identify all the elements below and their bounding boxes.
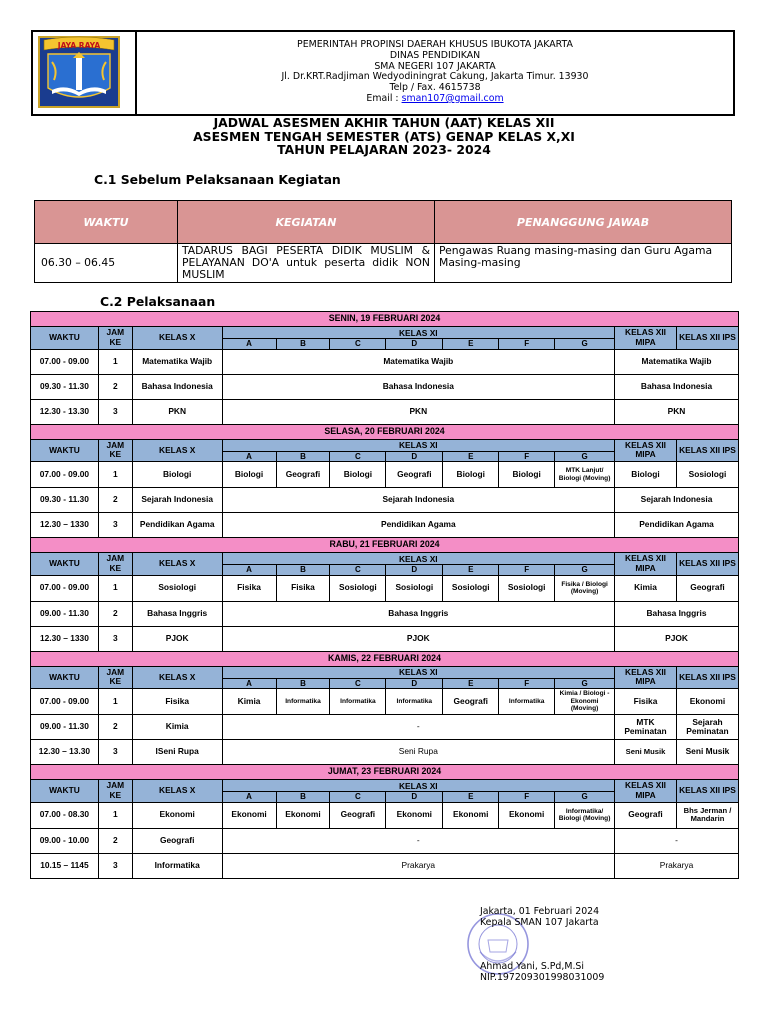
class-header: B (276, 339, 330, 350)
document-titles (0, 116, 768, 157)
cell-jam: 2 (98, 488, 132, 513)
cell-kelas-xii: - (615, 828, 739, 853)
day-title: JUMAT, 23 FEBRUARI 2024 (31, 765, 739, 780)
title-line: ASESMEN TENGAH SEMESTER (ATS) GENAP KELAS X,XI (193, 128, 575, 144)
cell-kelas-xi: MTK Lanjut/ Biologi (Moving) (555, 462, 615, 488)
class-header: F (499, 792, 555, 803)
cell-kelas-xi: PKN (222, 399, 614, 424)
cell-waktu: 06.30 – 06.45 (35, 244, 178, 283)
class-header: A (222, 678, 276, 689)
cell-kelas-xi: Ekonomi (443, 802, 499, 828)
header-kelas-xii-mipa: KELAS XII MIPA (615, 327, 677, 350)
cell-jam: 1 (98, 349, 132, 374)
cell-waktu: 12.30 – 1330 (31, 626, 99, 651)
schedule-row (31, 853, 739, 878)
cell-kelas-xii-ips: Ekonomi (676, 689, 738, 715)
header-kelas-x: KELAS X (132, 780, 222, 803)
header-row (31, 439, 739, 451)
schedule-row (31, 689, 739, 715)
col-penanggung: PENANGGUNG JAWAB (435, 201, 732, 244)
cell-kelas-x: Biologi (132, 462, 222, 488)
cell-kelas-xi: Ekonomi (386, 802, 443, 828)
schedule-row (31, 575, 739, 601)
agency-line: SMA NEGERI 107 JAKARTA (374, 60, 496, 72)
class-header: F (499, 565, 555, 576)
header-kelas-x: KELAS X (132, 666, 222, 689)
cell-kelas-x: Sosiologi (132, 575, 222, 601)
jakarta-crest-logo (38, 36, 120, 108)
schedule-row (31, 802, 739, 828)
cell-kelas-xii-mipa: Kimia (615, 575, 677, 601)
class-header: C (330, 792, 386, 803)
schedule-row (31, 488, 739, 513)
class-header: A (222, 339, 276, 350)
cell-kelas-xi: Geografi (443, 689, 499, 715)
title-line: JADWAL ASESMEN AKHIR TAHUN (AAT) KELAS XII (213, 115, 555, 130)
day-title: RABU, 21 FEBRUARI 2024 (31, 538, 739, 553)
header-waktu: WAKTU (31, 666, 99, 689)
cell-waktu: 12.30 - 13.30 (31, 399, 99, 424)
day-row (31, 651, 739, 666)
header-kelas-xii-mipa: KELAS XII MIPA (615, 439, 677, 462)
cell-kelas-xi: Sejarah Indonesia (222, 488, 614, 513)
cell-kelas-xii-mipa: Geografi (615, 802, 677, 828)
class-header: E (443, 565, 499, 576)
header-kelas-x: KELAS X (132, 439, 222, 462)
schedule-row (31, 626, 739, 651)
cell-jam: 3 (98, 853, 132, 878)
cell-kelas-xi: Informatika/ Biologi (Moving) (555, 802, 615, 828)
cell-jam: 1 (98, 575, 132, 601)
agency-line: Telp / Fax. 4615738 (389, 82, 481, 94)
cell-kelas-x: Informatika (132, 853, 222, 878)
schedule-row (31, 715, 739, 740)
class-header: B (276, 678, 330, 689)
cell-kelas-xi: Sosiologi (330, 575, 386, 601)
cell-kelas-xi: Geografi (276, 462, 330, 488)
cell-kelas-xi: Pendidikan Agama (222, 513, 614, 538)
agency-line: PEMERINTAH PROPINSI DAERAH KHUSUS IBUKOTA JAKARTA (297, 39, 573, 50)
pre-activity-table (34, 200, 732, 283)
schedule-row (31, 349, 739, 374)
day-row (31, 538, 739, 553)
cell-kelas-xi: Seni Rupa (222, 740, 614, 765)
cell-kelas-xi: Informatika (386, 689, 443, 715)
header-waktu: WAKTU (31, 439, 99, 462)
header-kelas-xii-mipa: KELAS XII MIPA (615, 553, 677, 576)
cell-kelas-x: Sejarah Indonesia (132, 488, 222, 513)
cell-kelas-xi: Ekonomi (499, 802, 555, 828)
title-line: TAHUN PELAJARAN 2023- 2024 (277, 142, 491, 158)
class-header: C (330, 451, 386, 462)
cell-kelas-xii: Pendidikan Agama (615, 513, 739, 538)
cell-kelas-xi: Informatika (499, 689, 555, 715)
cell-kelas-xi: Fisika / Biologi (Moving) (555, 575, 615, 601)
day-row (31, 424, 739, 439)
cell-waktu: 07.00 - 09.00 (31, 462, 99, 488)
class-header: C (330, 678, 386, 689)
cell-kelas-xii-mipa: Seni Musik (615, 740, 677, 765)
logo-cell (33, 32, 137, 114)
cell-kelas-x: PKN (132, 399, 222, 424)
header-jam: JAM KE (98, 439, 132, 462)
cell-kelas-xi: Bahasa Inggris (222, 601, 614, 626)
header-kelas-x: KELAS X (132, 327, 222, 350)
class-header: F (499, 678, 555, 689)
cell-kelas-xi: Biologi (330, 462, 386, 488)
cell-kelas-xi: Matematika Wajib (222, 349, 614, 374)
header-row (31, 780, 739, 792)
cell-jam: 1 (98, 462, 132, 488)
class-header: E (443, 451, 499, 462)
cell-kelas-xii: PJOK (615, 626, 739, 651)
cell-jam: 3 (98, 399, 132, 424)
section-c2-heading: C.2 Pelaksanaan (100, 294, 216, 309)
cell-kelas-x: Fisika (132, 689, 222, 715)
cell-jam: 1 (98, 802, 132, 828)
cell-kegiatan: TADARUS BAGI PESERTA DIDIK MUSLIM & PELAYANAN DO'A untuk peserta didik NON MUSLIM (178, 244, 435, 283)
cell-kelas-xii: PKN (615, 399, 739, 424)
header-kelas-xi: KELAS XI (222, 327, 614, 339)
schedule-row (31, 399, 739, 424)
class-header: A (222, 451, 276, 462)
header-jam: JAM KE (98, 666, 132, 689)
header-row (31, 327, 739, 339)
cell-kelas-xi: Sosiologi (443, 575, 499, 601)
cell-kelas-xi: - (222, 828, 614, 853)
agency-block (137, 40, 733, 105)
cell-jam: 3 (98, 626, 132, 651)
header-kelas-xi: KELAS XI (222, 666, 614, 678)
cell-kelas-xii-mipa: Biologi (615, 462, 677, 488)
class-header: D (386, 792, 443, 803)
email-link[interactable]: sman107@gmail.com (401, 92, 504, 104)
header-jam: JAM KE (98, 780, 132, 803)
class-header: G (555, 451, 615, 462)
signer-name: Ahmad Yani, S.Pd,M.Si (480, 961, 584, 972)
cell-jam: 3 (98, 513, 132, 538)
cell-waktu: 09.00 - 10.00 (31, 828, 99, 853)
cell-kelas-xii-ips: Bhs Jerman / Mandarin (676, 802, 738, 828)
header-kelas-xii-ips: KELAS XII IPS (676, 327, 738, 350)
header-jam: JAM KE (98, 553, 132, 576)
cell-kelas-xi: Kimia / Biologi - Ekonomi (Moving) (555, 689, 615, 715)
header-kelas-xi: KELAS XI (222, 553, 614, 565)
cell-kelas-xii: Matematika Wajib (615, 349, 739, 374)
cell-kelas-x: Kimia (132, 715, 222, 740)
schedule-row (31, 374, 739, 399)
cell-kelas-x: Pendidikan Agama (132, 513, 222, 538)
cell-kelas-xii-mipa: Fisika (615, 689, 677, 715)
cell-kelas-x: Geografi (132, 828, 222, 853)
cell-kelas-xi: Biologi (443, 462, 499, 488)
schedule-row (31, 462, 739, 488)
cell-kelas-xi: Kimia (222, 689, 276, 715)
cell-kelas-xi: Fisika (276, 575, 330, 601)
letterhead (31, 30, 735, 116)
header-jam: JAM KE (98, 327, 132, 350)
cell-kelas-xii: Bahasa Inggris (615, 601, 739, 626)
col-kegiatan: KEGIATAN (178, 201, 435, 244)
cell-kelas-x: Ekonomi (132, 802, 222, 828)
cell-penanggung: Pengawas Ruang masing-masing dan Guru Agama Masing-masing (435, 244, 732, 283)
class-header: C (330, 339, 386, 350)
class-header: A (222, 565, 276, 576)
class-header: A (222, 792, 276, 803)
header-waktu: WAKTU (31, 327, 99, 350)
class-header: G (555, 792, 615, 803)
class-header: F (499, 451, 555, 462)
header-waktu: WAKTU (31, 553, 99, 576)
day-row (31, 765, 739, 780)
class-header: B (276, 565, 330, 576)
class-header: C (330, 565, 386, 576)
cell-kelas-xii-ips: Geografi (676, 575, 738, 601)
header-kelas-xii-ips: KELAS XII IPS (676, 666, 738, 689)
cell-kelas-xi: Ekonomi (222, 802, 276, 828)
header-kelas-xii-ips: KELAS XII IPS (676, 439, 738, 462)
cell-kelas-xii: Prakarya (615, 853, 739, 878)
cell-kelas-xi: PJOK (222, 626, 614, 651)
cell-kelas-xi: Sosiologi (386, 575, 443, 601)
cell-kelas-xi: Geografi (330, 802, 386, 828)
cell-kelas-xi: - (222, 715, 614, 740)
class-header: E (443, 339, 499, 350)
class-header: G (555, 339, 615, 350)
svg-text:JAYA RAYA: JAYA RAYA (57, 41, 101, 50)
header-row (31, 666, 739, 678)
header-kelas-xi: KELAS XI (222, 780, 614, 792)
class-header: B (276, 792, 330, 803)
signer-nip: NIP.197209301998031009 (480, 972, 605, 983)
cell-jam: 3 (98, 740, 132, 765)
signature-block (480, 906, 604, 983)
header-kelas-xii-mipa: KELAS XII MIPA (615, 666, 677, 689)
header-waktu: WAKTU (31, 780, 99, 803)
class-header: B (276, 451, 330, 462)
class-header: F (499, 339, 555, 350)
section-c1-heading: C.1 Sebelum Pelaksanaan Kegiatan (94, 172, 341, 187)
cell-kelas-xi: Sosiologi (499, 575, 555, 601)
class-header: E (443, 792, 499, 803)
day-title: SELASA, 20 FEBRUARI 2024 (31, 424, 739, 439)
cell-kelas-x: Bahasa Inggris (132, 601, 222, 626)
header-row (31, 553, 739, 565)
day-title: KAMIS, 22 FEBRUARI 2024 (31, 651, 739, 666)
cell-waktu: 09.00 - 11.30 (31, 715, 99, 740)
cell-jam: 2 (98, 374, 132, 399)
schedule-row (31, 828, 739, 853)
cell-kelas-xi: Prakarya (222, 853, 614, 878)
cell-kelas-xii-ips: Sosiologi (676, 462, 738, 488)
header-kelas-xi: KELAS XI (222, 439, 614, 451)
cell-jam: 2 (98, 715, 132, 740)
cell-kelas-x: Bahasa Indonesia (132, 374, 222, 399)
cell-waktu: 07.00 - 08.30 (31, 802, 99, 828)
cell-kelas-xi: Ekonomi (276, 802, 330, 828)
cell-kelas-xii-mipa: MTK Peminatan (615, 715, 677, 740)
cell-waktu: 07.00 - 09.00 (31, 575, 99, 601)
header-kelas-xii-mipa: KELAS XII MIPA (615, 780, 677, 803)
header-kelas-xii-ips: KELAS XII IPS (676, 553, 738, 576)
class-header: E (443, 678, 499, 689)
cell-kelas-xi: Geografi (386, 462, 443, 488)
class-header: G (555, 678, 615, 689)
cell-waktu: 07.00 - 09.00 (31, 689, 99, 715)
cell-kelas-xii-ips: Seni Musik (676, 740, 738, 765)
cell-jam: 1 (98, 689, 132, 715)
day-row (31, 312, 739, 327)
class-header: D (386, 451, 443, 462)
cell-kelas-xi: Biologi (499, 462, 555, 488)
cell-kelas-xi: Bahasa Indonesia (222, 374, 614, 399)
cell-jam: 2 (98, 828, 132, 853)
cell-waktu: 10.15 – 1145 (31, 853, 99, 878)
cell-waktu: 07.00 - 09.00 (31, 349, 99, 374)
class-header: D (386, 678, 443, 689)
header-kelas-x: KELAS X (132, 553, 222, 576)
header-kelas-xii-ips: KELAS XII IPS (676, 780, 738, 803)
schedule-table (30, 311, 739, 879)
cell-jam: 2 (98, 601, 132, 626)
agency-line: DINAS PENDIDIKAN (389, 49, 481, 61)
day-title: SENIN, 19 FEBRUARI 2024 (31, 312, 739, 327)
schedule-row (31, 601, 739, 626)
agency-line: Jl. Dr.KRT.Radjiman Wedyodiningrat Cakung, Jakarta Timur. 13930 (281, 71, 589, 83)
cell-waktu: 12.30 – 1330 (31, 513, 99, 538)
cell-kelas-x: ISeni Rupa (132, 740, 222, 765)
email-line (137, 94, 733, 105)
class-header: G (555, 565, 615, 576)
place-date: Jakarta, 01 Februari 2024 (480, 906, 600, 917)
cell-kelas-xii: Sejarah Indonesia (615, 488, 739, 513)
schedule-row (31, 513, 739, 538)
cell-kelas-xi: Informatika (276, 689, 330, 715)
cell-kelas-x: Matematika Wajib (132, 349, 222, 374)
cell-kelas-xii: Bahasa Indonesia (615, 374, 739, 399)
cell-kelas-xi: Fisika (222, 575, 276, 601)
col-waktu: WAKTU (35, 201, 178, 244)
schedule-row (31, 740, 739, 765)
signer-position: Kepala SMAN 107 Jakarta (480, 917, 599, 928)
cell-kelas-xi: Informatika (330, 689, 386, 715)
cell-waktu: 09.00 - 11.30 (31, 601, 99, 626)
email-label: Email : (366, 92, 402, 104)
cell-kelas-xi: Biologi (222, 462, 276, 488)
cell-kelas-xii-ips: Sejarah Peminatan (676, 715, 738, 740)
class-header: D (386, 565, 443, 576)
class-header: D (386, 339, 443, 350)
cell-waktu: 12.30 – 13.30 (31, 740, 99, 765)
cell-waktu: 09.30 - 11.30 (31, 488, 99, 513)
cell-waktu: 09.30 - 11.30 (31, 374, 99, 399)
cell-kelas-x: PJOK (132, 626, 222, 651)
